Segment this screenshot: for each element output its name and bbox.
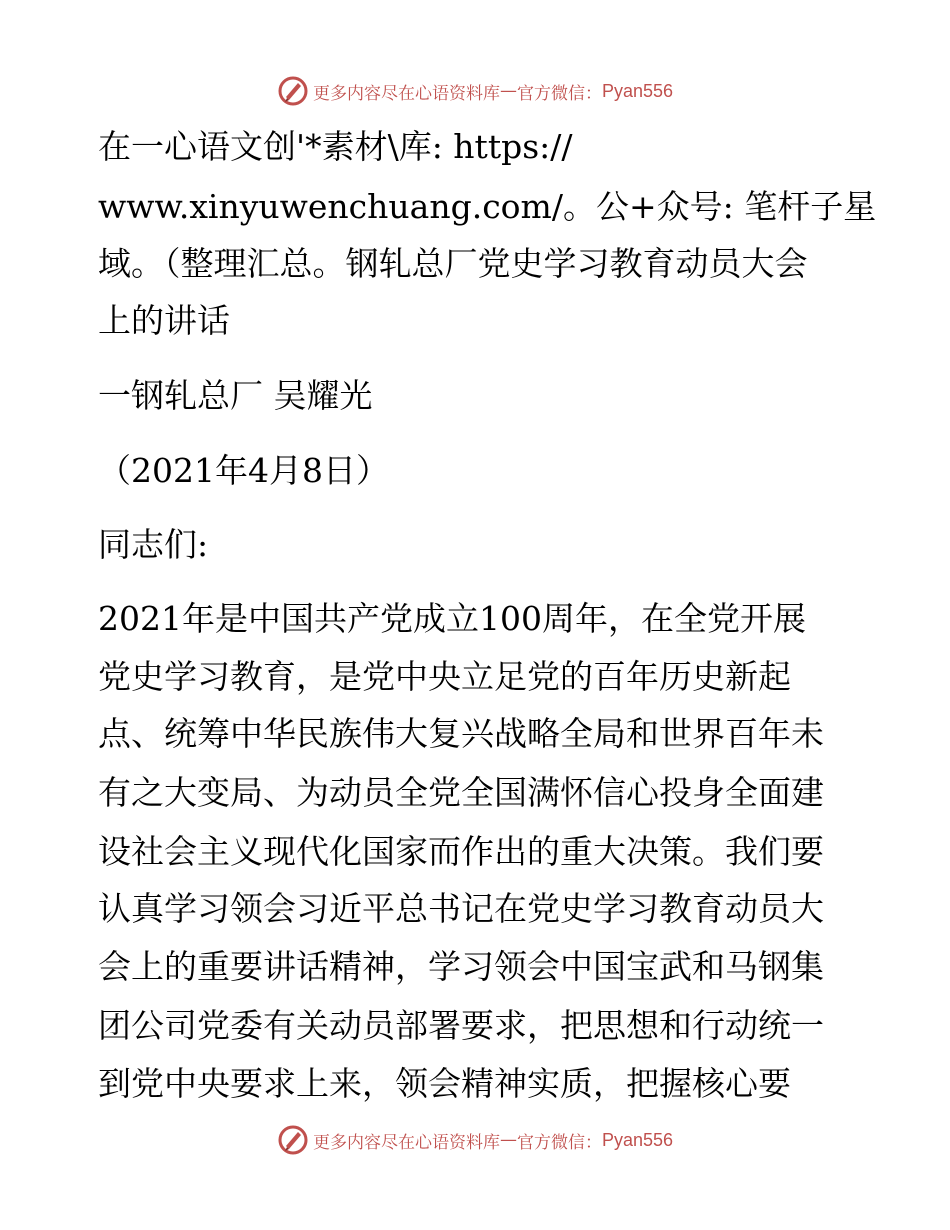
text-line-13: 认真学习领会习近平总书记在党史学习教育动员大 [98, 889, 824, 928]
watermark-separator: — [499, 81, 517, 101]
watermark-wechat: Pyan556 [601, 80, 674, 101]
watermark-text2: 官方微信： [516, 1132, 602, 1153]
logo-icon [277, 1124, 309, 1156]
text-line-2: www.xinyuwenchuang.com/。公+众号: 笔杆子星 [98, 187, 877, 226]
watermark-text: 更多内容尽在心语资料库 [312, 1132, 500, 1153]
author-line: 一钢轧总厂 吴耀光 [98, 376, 373, 415]
header-watermark [0, 71, 950, 111]
watermark-text2: 官方微信： [516, 83, 602, 104]
salutation: 同志们: [98, 525, 209, 564]
text-line-9: 党史学习教育，是党中央立足党的百年历史新起 [98, 657, 791, 696]
text-line-12: 设社会主义现代化国家而作出的重大决策。我们要 [98, 832, 824, 871]
text-line-8: 2021年是中国共产党成立100周年，在全党开展 [98, 599, 806, 638]
watermark-wechat: Pyan556 [601, 1129, 674, 1150]
footer-watermark [0, 1120, 950, 1160]
logo-icon [277, 75, 309, 107]
date-line: （2021年4月8日） [98, 451, 389, 490]
text-line-16: 到党中央要求上来，领会精神实质，把握核心要 [98, 1064, 791, 1103]
watermark-text: 更多内容尽在心语资料库 [312, 83, 500, 104]
text-line-14: 会上的重要讲话精神，学习领会中国宝武和马钢集 [98, 947, 824, 986]
text-line-11: 有之大变局、为动员全党全国满怀信心投身全面建 [98, 773, 824, 812]
text-line-10: 点、统筹中华民族伟大复兴战略全局和世界百年未 [98, 714, 824, 753]
watermark-separator: — [499, 1130, 517, 1150]
text-line-15: 团公司党委有关动员部署要求，把思想和行动统一 [98, 1006, 824, 1045]
text-line-3: 域。（整理汇总。钢轧总厂党史学习教育动员大会 [98, 244, 808, 283]
text-line-1: 在一心语文创'*素材\库: https:// [98, 127, 573, 166]
text-line-4: 上的讲话 [98, 301, 230, 340]
